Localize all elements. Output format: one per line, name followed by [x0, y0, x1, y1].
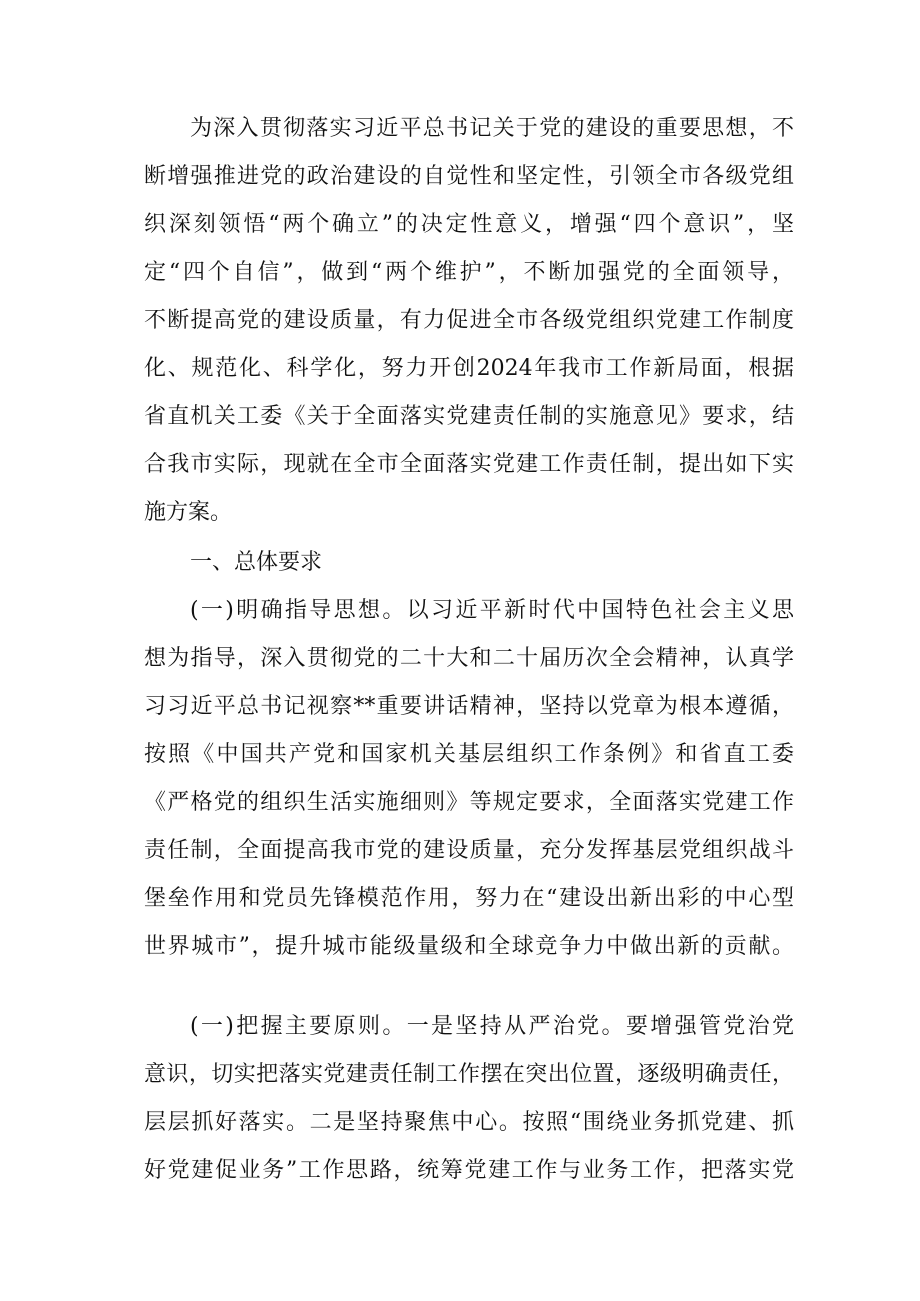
section-1-1-line-7: 堡垒作用和党员先锋模范作用，努力在“建设出新出彩的中心型 [144, 886, 794, 911]
intro-line-8: 合我市实际，现就在全市全面落实党建工作责任制，提出如下实 [144, 452, 794, 477]
section-1-1-line-4: 按照《中国共产党和国家机关基层组织工作条例》和省直工委 [144, 742, 794, 767]
intro-line-9: 施方案。 [144, 500, 233, 525]
intro-line-7: 省直机关工委《关于全面落实党建责任制的实施意见》要求，结 [144, 404, 794, 429]
intro-line-4: 定“四个自信”，做到“两个维护”，不断加强党的全面领导， [144, 260, 794, 285]
section-1-2-line-3: 层层抓好落实。二是坚持聚焦中心。按照“围绕业务抓党建、抓 [144, 1110, 794, 1135]
section-1-2-line-2: 意识，切实把落实党建责任制工作摆在突出位置，逐级明确责任， [144, 1062, 794, 1087]
section-1-2-line-1: (一)把握主要原则。一是坚持从严治党。要增强管党治党 [190, 1014, 794, 1039]
section-heading-overall-requirements: 一、总体要求 [190, 550, 323, 575]
intro-line-2: 断增强推进党的政治建设的自觉性和坚定性，引领全市各级党组 [144, 164, 794, 189]
section-1-1-line-6: 责任制，全面提高我市党的建设质量，充分发挥基层党组织战斗 [144, 838, 794, 863]
intro-line-6: 化、规范化、科学化，努力开创2024年我市工作新局面，根据 [144, 356, 794, 381]
section-1-1-line-5: 《严格党的组织生活实施细则》等规定要求，全面落实党建工作 [144, 790, 794, 815]
section-1-1-line-2: 想为指导，深入贯彻党的二十大和二十届历次全会精神，认真学 [144, 646, 794, 671]
section-1-1-line-3: 习习近平总书记视察**重要讲话精神，坚持以党章为根本遵循， [144, 694, 794, 719]
intro-line-5: 不断提高党的建设质量，有力促进全市各级党组织党建工作制度 [144, 308, 794, 333]
intro-line-3: 织深刻领悟“两个确立”的决定性意义，增强“四个意识”，坚 [144, 212, 794, 237]
intro-line-1: 为深入贯彻落实习近平总书记关于党的建设的重要思想，不 [190, 116, 794, 141]
section-1-2-line-4: 好党建促业务”工作思路，统筹党建工作与业务工作，把落实党 [144, 1158, 794, 1183]
section-1-1-line-1: (一)明确指导思想。以习近平新时代中国特色社会主义思 [190, 598, 794, 623]
section-1-1-line-8: 世界城市”，提升城市能级量级和全球竞争力中做出新的贡献。 [144, 934, 794, 959]
